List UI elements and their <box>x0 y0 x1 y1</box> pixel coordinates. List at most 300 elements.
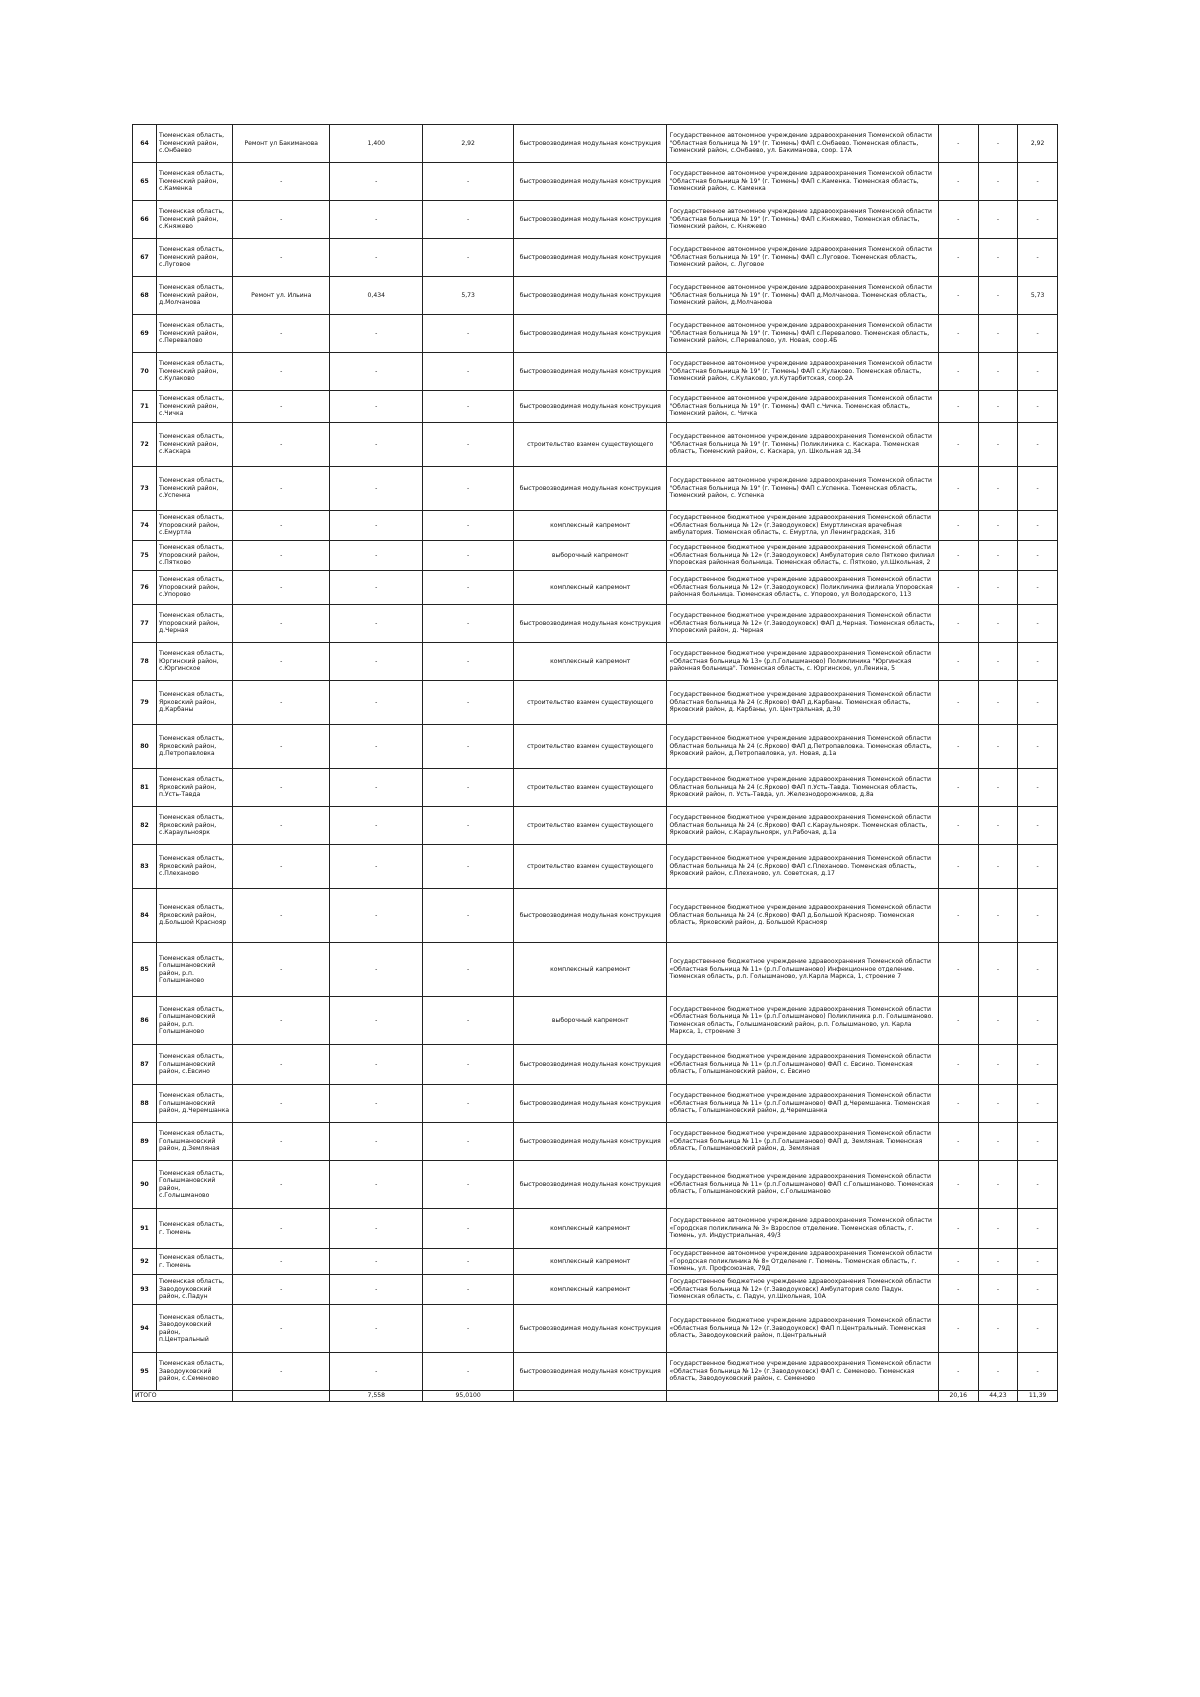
row-area: - <box>330 643 423 681</box>
row-col-a: - <box>938 1045 978 1085</box>
row-area: - <box>330 163 423 201</box>
table-row <box>133 391 1058 423</box>
row-number: 89 <box>133 1123 157 1161</box>
row-number: 73 <box>133 467 157 511</box>
row-organization: Государственное бюджетное учреждение здравоохранения Тюменской области Областная больница № 24 (с.Ярково) ФАП д.Большой Краснояр. Тюменская область, Ярковский район, д. Большой Краснояр <box>667 889 938 943</box>
table-row <box>133 125 1058 163</box>
row-col-b: - <box>978 943 1018 997</box>
row-location: Тюменская область, Тюменский район, с.Каменка <box>157 163 233 201</box>
row-area: - <box>330 769 423 807</box>
row-value: - <box>423 511 514 541</box>
row-address: - <box>233 1249 330 1275</box>
row-location: Тюменская область, Тюменский район, с.Перевалово <box>157 315 233 353</box>
row-value: - <box>423 1353 514 1391</box>
row-location: Тюменская область, Голышмановский район, р.п. Голышманово <box>157 997 233 1045</box>
row-col-c: - <box>1018 725 1058 769</box>
row-area: - <box>330 605 423 643</box>
row-col-a: - <box>938 807 978 845</box>
row-location: Тюменская область, Ярковский район, с.Плеханово <box>157 845 233 889</box>
table-row <box>133 1353 1058 1391</box>
row-work-type: быстровозводимая модульная конструкция <box>514 1123 667 1161</box>
row-organization: Государственное автономное учреждение здравоохранения Тюменской области "Областная больница № 19" (г. Тюмень) ФАП с.Чичка. Тюменская область, Тюменский район, с. Чичка <box>667 391 938 423</box>
table-row <box>133 605 1058 643</box>
row-address: - <box>233 315 330 353</box>
row-location: Тюменская область, Ярковский район, п.Усть-Тавда <box>157 769 233 807</box>
objects-table <box>132 124 1058 1402</box>
row-organization: Государственное бюджетное учреждение здравоохранения Тюменской области «Областная больница № 12» (г.Заводоуковск) Поликлиника филиала Упоровская районная больница. Тюменская область, с. Упорово, ул Володарского, 113 <box>667 571 938 605</box>
table-row <box>133 1305 1058 1353</box>
row-organization: Государственное автономное учреждение здравоохранения Тюменской области "Областная больница № 19" (г. Тюмень) ФАП с.Онбаево. Тюменская область, Тюменский район, с.Онбаево, ул. Бакиманова, соор. 17А <box>667 125 938 163</box>
row-organization: Государственное бюджетное учреждение здравоохранения Тюменской области «Областная больница № 12» (г.Заводоуковск) Емуртлинская врачебная амбулатория. Тюменская область, с. Емуртла, ул Ленинградская, 31б <box>667 511 938 541</box>
row-address: - <box>233 1085 330 1123</box>
row-col-a: - <box>938 997 978 1045</box>
row-value: - <box>423 571 514 605</box>
row-work-type: комплексный капремонт <box>514 643 667 681</box>
row-col-a: - <box>938 605 978 643</box>
row-col-b: - <box>978 1209 1018 1249</box>
table-row <box>133 769 1058 807</box>
row-area: 0,434 <box>330 277 423 315</box>
row-area: - <box>330 1085 423 1123</box>
row-number: 77 <box>133 605 157 643</box>
row-number: 71 <box>133 391 157 423</box>
row-number: 87 <box>133 1045 157 1085</box>
row-col-b: - <box>978 1161 1018 1209</box>
row-col-c: - <box>1018 1045 1058 1085</box>
row-work-type: быстровозводимая модульная конструкция <box>514 125 667 163</box>
row-organization: Государственное автономное учреждение здравоохранения Тюменской области "Областная больница № 19" (г. Тюмень) ФАП с.Княжево, Тюменская область, Тюменский район, с. Княжево <box>667 201 938 239</box>
row-location: Тюменская область, Тюменский район, с.Успенка <box>157 467 233 511</box>
table-row <box>133 889 1058 943</box>
row-location: Тюменская область, Упоровский район, с.Пятково <box>157 541 233 571</box>
row-col-b: - <box>978 681 1018 725</box>
row-col-b: - <box>978 1305 1018 1353</box>
row-col-a: - <box>938 391 978 423</box>
row-area: - <box>330 239 423 277</box>
row-work-type: строительство взамен существующего <box>514 725 667 769</box>
row-value: - <box>423 725 514 769</box>
row-address: - <box>233 1045 330 1085</box>
row-col-b: - <box>978 315 1018 353</box>
row-col-b: - <box>978 1123 1018 1161</box>
row-location: Тюменская область, Голышмановский район, д.Земляная <box>157 1123 233 1161</box>
row-area: - <box>330 1275 423 1305</box>
row-col-a: - <box>938 571 978 605</box>
row-work-type: быстровозводимая модульная конструкция <box>514 467 667 511</box>
row-location: Тюменская область, Ярковский район, с.Караульноярк <box>157 807 233 845</box>
row-work-type: быстровозводимая модульная конструкция <box>514 889 667 943</box>
row-location: Тюменская область, Ярковский район, д.Карбаны <box>157 681 233 725</box>
row-col-c: - <box>1018 239 1058 277</box>
row-col-a: - <box>938 277 978 315</box>
row-value: - <box>423 845 514 889</box>
row-number: 79 <box>133 681 157 725</box>
table-row <box>133 541 1058 571</box>
row-work-type: строительство взамен существующего <box>514 681 667 725</box>
row-area: - <box>330 1161 423 1209</box>
row-address: - <box>233 467 330 511</box>
row-address: - <box>233 943 330 997</box>
row-location: Тюменская область, Тюменский район, с.Чичка <box>157 391 233 423</box>
row-col-c: - <box>1018 643 1058 681</box>
row-address: Ремонт ул. Ильина <box>233 277 330 315</box>
row-work-type: комплексный капремонт <box>514 1275 667 1305</box>
row-organization: Государственное автономное учреждение здравоохранения Тюменской области "Областная больница № 19" (г. Тюмень) Поликлиника с. Каскара. Тюменская область, Тюменский район, с. Каскара, ул. Школьная зд.34 <box>667 423 938 467</box>
row-col-c: - <box>1018 353 1058 391</box>
row-location: Тюменская область, Голышмановский район, р.п. Голышманово <box>157 943 233 997</box>
total-col-c: 11,39 <box>1018 1391 1058 1402</box>
row-value: - <box>423 1161 514 1209</box>
row-work-type: быстровозводимая модульная конструкция <box>514 163 667 201</box>
row-organization: Государственное автономное учреждение здравоохранения Тюменской области "Областная больница № 19" (г. Тюмень) ФАП с.Перевалово. Тюменская область, Тюменский район, с.Перевалово, ул. Новая, соор.4Б <box>667 315 938 353</box>
row-location: Тюменская область, Заводоуковский район, с.Падун <box>157 1275 233 1305</box>
row-number: 81 <box>133 769 157 807</box>
total-label: ИТОГО <box>133 1391 233 1402</box>
total-value: 95,0100 <box>423 1391 514 1402</box>
row-location: Тюменская область, Тюменский район, с.Луговое <box>157 239 233 277</box>
row-organization: Государственное бюджетное учреждение здравоохранения Тюменской области «Областная больница № 11» (р.п.Голышманово) ФАП с. Евсино. Тюменская область, Голышмановский район, с. Евсино <box>667 1045 938 1085</box>
row-work-type: быстровозводимая модульная конструкция <box>514 391 667 423</box>
table-row <box>133 1123 1058 1161</box>
row-work-type: быстровозводимая модульная конструкция <box>514 239 667 277</box>
row-col-a: - <box>938 423 978 467</box>
row-value: - <box>423 605 514 643</box>
row-col-a: - <box>938 201 978 239</box>
row-work-type: быстровозводимая модульная конструкция <box>514 277 667 315</box>
table-row <box>133 239 1058 277</box>
row-col-c: - <box>1018 681 1058 725</box>
row-col-a: - <box>938 1085 978 1123</box>
row-organization: Государственное бюджетное учреждение здравоохранения Тюменской области «Областная больница № 11» (р.п.Голышманово) ФАП д.Черемшанка. Тюменская область, Голышмановский район, д.Черемшанка <box>667 1085 938 1123</box>
table-row <box>133 423 1058 467</box>
row-col-b: - <box>978 769 1018 807</box>
row-col-a: - <box>938 541 978 571</box>
row-location: Тюменская область, Тюменский район, с.Кулаково <box>157 353 233 391</box>
row-col-a: - <box>938 1249 978 1275</box>
row-organization: Государственное бюджетное учреждение здравоохранения Тюменской области «Областная больница № 12» (г.Заводоуковск) Амбулатория село Пятково филиал Упоровская районная больница. Тюменская область, с. Пятково, ул.Школьная, 2 <box>667 541 938 571</box>
row-area: - <box>330 201 423 239</box>
row-col-a: - <box>938 943 978 997</box>
row-col-b: - <box>978 725 1018 769</box>
row-value: - <box>423 391 514 423</box>
row-work-type: комплексный капремонт <box>514 1249 667 1275</box>
row-value: - <box>423 1275 514 1305</box>
row-address: - <box>233 571 330 605</box>
row-address: Ремонт ул Бакиманова <box>233 125 330 163</box>
table-row <box>133 1045 1058 1085</box>
total-col-a: 20,16 <box>938 1391 978 1402</box>
row-col-b: - <box>978 353 1018 391</box>
row-area: - <box>330 997 423 1045</box>
row-address: - <box>233 845 330 889</box>
row-area: - <box>330 391 423 423</box>
row-value: - <box>423 643 514 681</box>
row-location: Тюменская область, Тюменский район, с.Онбаево <box>157 125 233 163</box>
table-row <box>133 315 1058 353</box>
row-area: - <box>330 353 423 391</box>
row-location: Тюменская область, Заводоуковский район, п.Центральный <box>157 1305 233 1353</box>
row-address: - <box>233 725 330 769</box>
row-address: - <box>233 1209 330 1249</box>
row-number: 72 <box>133 423 157 467</box>
table-row <box>133 997 1058 1045</box>
table-row <box>133 1085 1058 1123</box>
row-col-c: - <box>1018 1123 1058 1161</box>
row-value: - <box>423 201 514 239</box>
row-col-b: - <box>978 511 1018 541</box>
row-area: - <box>330 1123 423 1161</box>
row-value: 2,92 <box>423 125 514 163</box>
row-address: - <box>233 769 330 807</box>
row-col-c: 2,92 <box>1018 125 1058 163</box>
row-number: 92 <box>133 1249 157 1275</box>
row-col-a: - <box>938 511 978 541</box>
row-area: 1,400 <box>330 125 423 163</box>
row-work-type: быстровозводимая модульная конструкция <box>514 353 667 391</box>
row-area: - <box>330 467 423 511</box>
row-organization: Государственное бюджетное учреждение здравоохранения Тюменской области «Областная больница № 11» (р.п.Голышманово) ФАП с.Голышманово. Тюменская область, Голышмановский район, с.Голышманово <box>667 1161 938 1209</box>
row-col-c: - <box>1018 1249 1058 1275</box>
row-number: 86 <box>133 997 157 1045</box>
row-value: - <box>423 239 514 277</box>
row-work-type: выборочный капремонт <box>514 541 667 571</box>
row-value: - <box>423 1045 514 1085</box>
row-number: 90 <box>133 1161 157 1209</box>
row-location: Тюменская область, Ярковский район, д.Большой Краснояр <box>157 889 233 943</box>
row-location: Тюменская область, Упоровский район, с.Упорово <box>157 571 233 605</box>
row-col-c: - <box>1018 423 1058 467</box>
row-col-b: - <box>978 889 1018 943</box>
table-row <box>133 467 1058 511</box>
total-empty <box>514 1391 667 1402</box>
row-area: - <box>330 1353 423 1391</box>
row-address: - <box>233 997 330 1045</box>
row-value: - <box>423 889 514 943</box>
row-col-c: - <box>1018 605 1058 643</box>
row-address: - <box>233 1275 330 1305</box>
row-col-a: - <box>938 845 978 889</box>
row-col-a: - <box>938 353 978 391</box>
row-organization: Государственное автономное учреждение здравоохранения Тюменской области "Областная больница № 19" (г. Тюмень) ФАП д.Молчанова. Тюменская область, Тюменский район, д.Молчанова <box>667 277 938 315</box>
row-value: - <box>423 163 514 201</box>
row-location: Тюменская область, Тюменский район, с.Каскара <box>157 423 233 467</box>
row-number: 74 <box>133 511 157 541</box>
row-organization: Государственное автономное учреждение здравоохранения Тюменской области "Областная больница № 19" (г. Тюмень) ФАП с.Луговое. Тюменская область, Тюменский район, с. Луговое <box>667 239 938 277</box>
row-address: - <box>233 1305 330 1353</box>
table-row <box>133 1161 1058 1209</box>
row-col-a: - <box>938 467 978 511</box>
row-col-a: - <box>938 681 978 725</box>
row-organization: Государственное бюджетное учреждение здравоохранения Тюменской области Областная больница № 24 (с.Ярково) ФАП д.Петропавловка. Тюменская область, Ярковский район, д.Петропавловка, ул. Новая, д.1а <box>667 725 938 769</box>
row-col-b: - <box>978 807 1018 845</box>
row-organization: Государственное бюджетное учреждение здравоохранения Тюменской области Областная больница № 24 (с.Ярково) ФАП с.Плеханово. Тюменская область, Ярковский район, с.Плеханово, ул. Советская, д.17 <box>667 845 938 889</box>
row-col-a: - <box>938 1209 978 1249</box>
row-number: 88 <box>133 1085 157 1123</box>
row-value: - <box>423 681 514 725</box>
row-col-b: - <box>978 997 1018 1045</box>
table-row <box>133 1209 1058 1249</box>
row-number: 91 <box>133 1209 157 1249</box>
row-value: - <box>423 1209 514 1249</box>
row-col-c: - <box>1018 1161 1058 1209</box>
row-work-type: строительство взамен существующего <box>514 845 667 889</box>
row-number: 93 <box>133 1275 157 1305</box>
row-col-b: - <box>978 423 1018 467</box>
row-number: 78 <box>133 643 157 681</box>
row-address: - <box>233 643 330 681</box>
row-col-c: - <box>1018 889 1058 943</box>
row-area: - <box>330 1249 423 1275</box>
row-col-a: - <box>938 315 978 353</box>
row-col-a: - <box>938 1353 978 1391</box>
row-col-a: - <box>938 769 978 807</box>
row-organization: Государственное автономное учреждение здравоохранения Тюменской области "Областная больница № 19" (г. Тюмень) ФАП с.Успенка. Тюменская область, Тюменский район, с. Успенка <box>667 467 938 511</box>
row-number: 83 <box>133 845 157 889</box>
row-col-b: - <box>978 277 1018 315</box>
row-area: - <box>330 943 423 997</box>
row-number: 95 <box>133 1353 157 1391</box>
row-work-type: комплексный капремонт <box>514 943 667 997</box>
row-col-a: - <box>938 725 978 769</box>
row-area: - <box>330 423 423 467</box>
row-number: 75 <box>133 541 157 571</box>
row-address: - <box>233 541 330 571</box>
table-row <box>133 277 1058 315</box>
table-row <box>133 163 1058 201</box>
row-area: - <box>330 541 423 571</box>
row-area: - <box>330 1045 423 1085</box>
row-col-c: - <box>1018 1209 1058 1249</box>
total-empty <box>667 1391 938 1402</box>
row-work-type: строительство взамен существующего <box>514 807 667 845</box>
row-col-a: - <box>938 1161 978 1209</box>
row-number: 85 <box>133 943 157 997</box>
row-area: - <box>330 1305 423 1353</box>
row-col-c: - <box>1018 769 1058 807</box>
row-area: - <box>330 511 423 541</box>
row-number: 64 <box>133 125 157 163</box>
row-col-c: 5,73 <box>1018 277 1058 315</box>
row-col-a: - <box>938 1305 978 1353</box>
row-col-c: - <box>1018 315 1058 353</box>
row-address: - <box>233 681 330 725</box>
row-col-c: - <box>1018 541 1058 571</box>
row-col-c: - <box>1018 943 1058 997</box>
row-address: - <box>233 201 330 239</box>
row-value: - <box>423 353 514 391</box>
row-address: - <box>233 1123 330 1161</box>
row-value: - <box>423 997 514 1045</box>
row-work-type: быстровозводимая модульная конструкция <box>514 201 667 239</box>
total-row <box>133 1391 1058 1402</box>
row-area: - <box>330 845 423 889</box>
row-work-type: быстровозводимая модульная конструкция <box>514 1161 667 1209</box>
row-location: Тюменская область, Голышмановский район, с.Евсино <box>157 1045 233 1085</box>
row-area: - <box>330 889 423 943</box>
row-col-b: - <box>978 571 1018 605</box>
row-address: - <box>233 605 330 643</box>
table-row <box>133 353 1058 391</box>
row-col-c: - <box>1018 163 1058 201</box>
row-location: Тюменская область, Упоровский район, с.Емуртла <box>157 511 233 541</box>
row-work-type: быстровозводимая модульная конструкция <box>514 1045 667 1085</box>
row-col-c: - <box>1018 807 1058 845</box>
row-location: Тюменская область, Голышмановский район, д.Черемшанка <box>157 1085 233 1123</box>
row-col-b: - <box>978 845 1018 889</box>
row-col-b: - <box>978 541 1018 571</box>
row-area: - <box>330 571 423 605</box>
row-col-a: - <box>938 239 978 277</box>
row-organization: Государственное бюджетное учреждение здравоохранения Тюменской области «Областная больница № 12» (г.Заводоуковск) ФАП с. Семеново. Тюменская область, Заводоуковский район, с. Семеново <box>667 1353 938 1391</box>
row-value: - <box>423 1123 514 1161</box>
row-organization: Государственное автономное учреждение здравоохранения Тюменской области «Городская поликлиника № 3» Взрослое отделение. Тюменская область, г. Тюмень, ул. Индустриальная, 49/3 <box>667 1209 938 1249</box>
row-address: - <box>233 391 330 423</box>
row-col-a: - <box>938 125 978 163</box>
row-address: - <box>233 1161 330 1209</box>
row-col-b: - <box>978 201 1018 239</box>
row-work-type: строительство взамен существующего <box>514 769 667 807</box>
row-work-type: выборочный капремонт <box>514 997 667 1045</box>
row-work-type: быстровозводимая модульная конструкция <box>514 605 667 643</box>
row-location: Тюменская область, Заводоуковский район, с.Семеново <box>157 1353 233 1391</box>
total-col-b: 44,23 <box>978 1391 1018 1402</box>
row-col-b: - <box>978 163 1018 201</box>
row-organization: Государственное бюджетное учреждение здравоохранения Тюменской области «Областная больница № 12» (г.Заводоуковск) ФАП п.Центральный. Тюменская область, Заводоуковский район, п.Центральный <box>667 1305 938 1353</box>
row-work-type: быстровозводимая модульная конструкция <box>514 1085 667 1123</box>
row-number: 80 <box>133 725 157 769</box>
row-value: - <box>423 1305 514 1353</box>
row-number: 76 <box>133 571 157 605</box>
row-area: - <box>330 807 423 845</box>
row-address: - <box>233 163 330 201</box>
row-col-c: - <box>1018 1353 1058 1391</box>
row-organization: Государственное бюджетное учреждение здравоохранения Тюменской области «Областная больница № 12» (г.Заводоуковск) ФАП д.Черная. Тюменская область, Упоровский район, д. Черная <box>667 605 938 643</box>
row-location: Тюменская область, г. Тюмень <box>157 1249 233 1275</box>
table-row <box>133 511 1058 541</box>
row-address: - <box>233 239 330 277</box>
row-number: 67 <box>133 239 157 277</box>
row-value: - <box>423 807 514 845</box>
row-organization: Государственное автономное учреждение здравоохранения Тюменской области «Городская поликлиника № 8» Отделение г. Тюмень. Тюменская область, г. Тюмень, ул. Профсоюзная, 79Д <box>667 1249 938 1275</box>
row-col-c: - <box>1018 391 1058 423</box>
row-value: - <box>423 943 514 997</box>
row-number: 68 <box>133 277 157 315</box>
row-col-c: - <box>1018 997 1058 1045</box>
row-area: - <box>330 315 423 353</box>
row-col-b: - <box>978 1275 1018 1305</box>
row-location: Тюменская область, Тюменский район, д.Молчанова <box>157 277 233 315</box>
row-organization: Государственное бюджетное учреждение здравоохранения Тюменской области Областная больница № 24 (с.Ярково) ФАП с.Караульноярк. Тюменская область, Ярковский район, с.Караульноярк, ул.Рабочая, д.1а <box>667 807 938 845</box>
row-number: 69 <box>133 315 157 353</box>
row-work-type: комплексный капремонт <box>514 1209 667 1249</box>
row-organization: Государственное автономное учреждение здравоохранения Тюменской области "Областная больница № 19" (г. Тюмень) ФАП с.Каменка. Тюменская область, Тюменский район, с. Каменка <box>667 163 938 201</box>
row-work-type: комплексный капремонт <box>514 571 667 605</box>
row-area: - <box>330 725 423 769</box>
row-work-type: быстровозводимая модульная конструкция <box>514 1353 667 1391</box>
row-organization: Государственное бюджетное учреждение здравоохранения Тюменской области «Областная больница № 12» (г.Заводоуковск) Амбулатория село Падун. Тюменская область, с. Падун, ул.Школьная, 10А <box>667 1275 938 1305</box>
row-address: - <box>233 423 330 467</box>
row-col-a: - <box>938 643 978 681</box>
row-work-type: строительство взамен существующего <box>514 423 667 467</box>
row-organization: Государственное автономное учреждение здравоохранения Тюменской области "Областная больница № 19" (г. Тюмень) ФАП с.Кулаково. Тюменская область, Тюменский район, с.Кулаково, ул.Кутарбитская, соор.2А <box>667 353 938 391</box>
row-value: - <box>423 769 514 807</box>
row-area: - <box>330 1209 423 1249</box>
row-col-b: - <box>978 239 1018 277</box>
row-number: 66 <box>133 201 157 239</box>
row-col-c: - <box>1018 845 1058 889</box>
row-location: Тюменская область, Упоровский район, д.Черная <box>157 605 233 643</box>
row-col-b: - <box>978 643 1018 681</box>
